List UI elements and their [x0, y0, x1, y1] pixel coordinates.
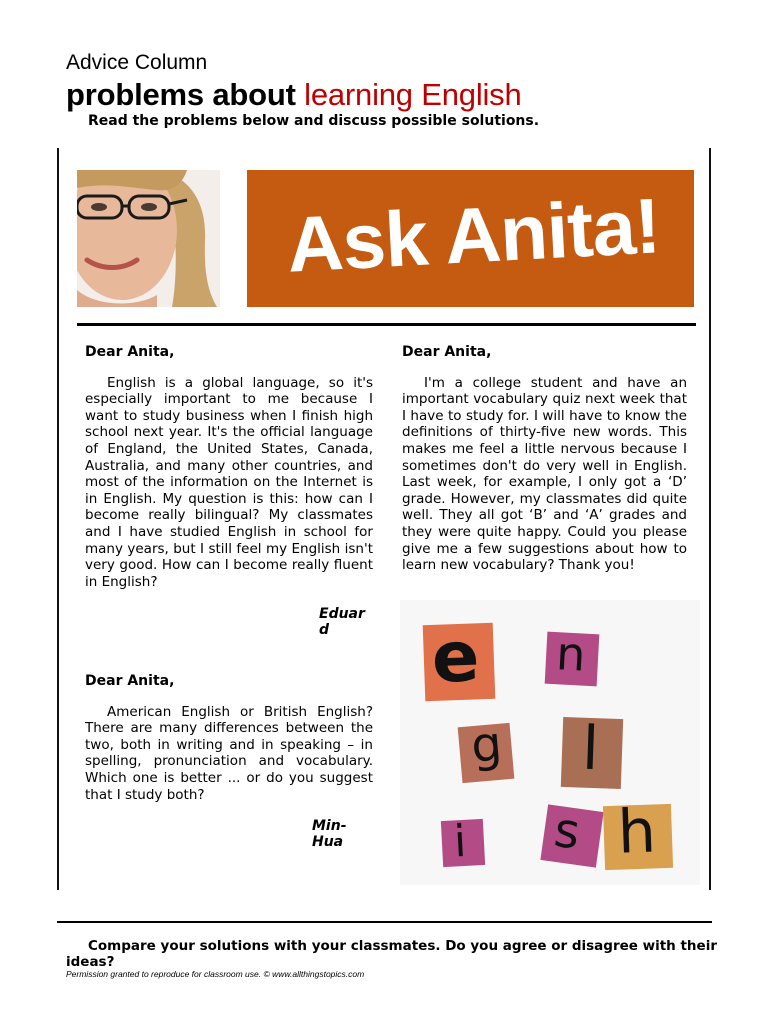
bottom-divider [57, 921, 712, 923]
letter-salutation: Dear Anita, [85, 344, 175, 360]
letter-body: English is a global language, so it's especially important to me because I want to study business when I finish high school next year. It's the official language of England, the United States, Canada, Australia, and many other countries, and most of the information on the Internet is in English. My question is this: how can I become really bilingual? My classmates and I have studied English in school for many years, but I still feel my English isn't very good. How can I become really fluent in English? [85, 374, 373, 590]
signature-line: Min- [312, 818, 347, 834]
permission-notice: Permission granted to reproduce for classroom use. © www.allthingstopics.com [66, 969, 365, 979]
signature-line: Hua [312, 834, 344, 850]
signature-eduard [319, 606, 365, 638]
woman-portrait-icon [77, 170, 220, 307]
tile-n [545, 626, 600, 687]
footer-instruction [66, 938, 768, 970]
tile-letter: s [550, 801, 584, 861]
tile-letter: l [580, 713, 601, 785]
instruction-line [66, 113, 539, 129]
signature-line: d [319, 622, 330, 638]
tile-g [458, 715, 515, 783]
title-part-1: problems about [66, 77, 305, 112]
letter-eduard [85, 344, 373, 590]
letter-min-hua [85, 673, 373, 803]
tile-s [540, 801, 603, 867]
tile-letter: h [616, 796, 658, 868]
letter-ahmed [402, 344, 687, 574]
signature-line: Eduar [319, 606, 365, 622]
letter-salutation: Dear Anita, [402, 344, 492, 360]
signature-min-hua [312, 818, 347, 850]
instruction-text: Read the problems below and discuss possible solutions. [88, 113, 540, 129]
tile-i [441, 815, 485, 868]
right-border-line [709, 148, 711, 890]
tile-letter: n [554, 626, 587, 682]
letter-body: American English or British English? There are many differences between the two, both in writing and in speaking – in spelling, pronunciation and vocabulary. Which one is better ... or do you suggest that I study both? [85, 703, 373, 803]
top-divider [77, 323, 696, 326]
page-title [66, 77, 522, 113]
tile-letter: i [452, 815, 468, 868]
tile-e [423, 615, 496, 701]
letter-body: I'm a college student and have an important vocabulary quiz next week that I have to study for. I will have to know the definitions of thirty-five new words. This makes me feel a little nervous because I sometimes don't do very well in English. Last week, for example, I only got a ‘D’ grade. However, my classmates did quite well. They all got ‘B’ and ‘A’ grades and they were quite happy. Could you please give me a few suggestions about how to learn new vocabulary? Thank you! [402, 374, 687, 574]
left-border-line [57, 148, 59, 890]
title-highlight: learning English [304, 77, 522, 112]
column-subtitle: Advice Column [66, 51, 208, 74]
tile-letter: g [468, 715, 505, 775]
letter-salutation: Dear Anita, [85, 673, 175, 689]
footer-instruction-text: Compare your solutions with your classmates. Do you agree or disagree with their ideas? [66, 938, 717, 970]
banner-text: Ask Anita! [284, 181, 662, 289]
anita-photo [77, 170, 220, 307]
ask-anita-banner [247, 170, 694, 307]
tile-letter: e [430, 615, 481, 699]
english-tiles-illustration [400, 600, 700, 885]
tile-h [603, 796, 673, 870]
tile-l [561, 713, 623, 789]
